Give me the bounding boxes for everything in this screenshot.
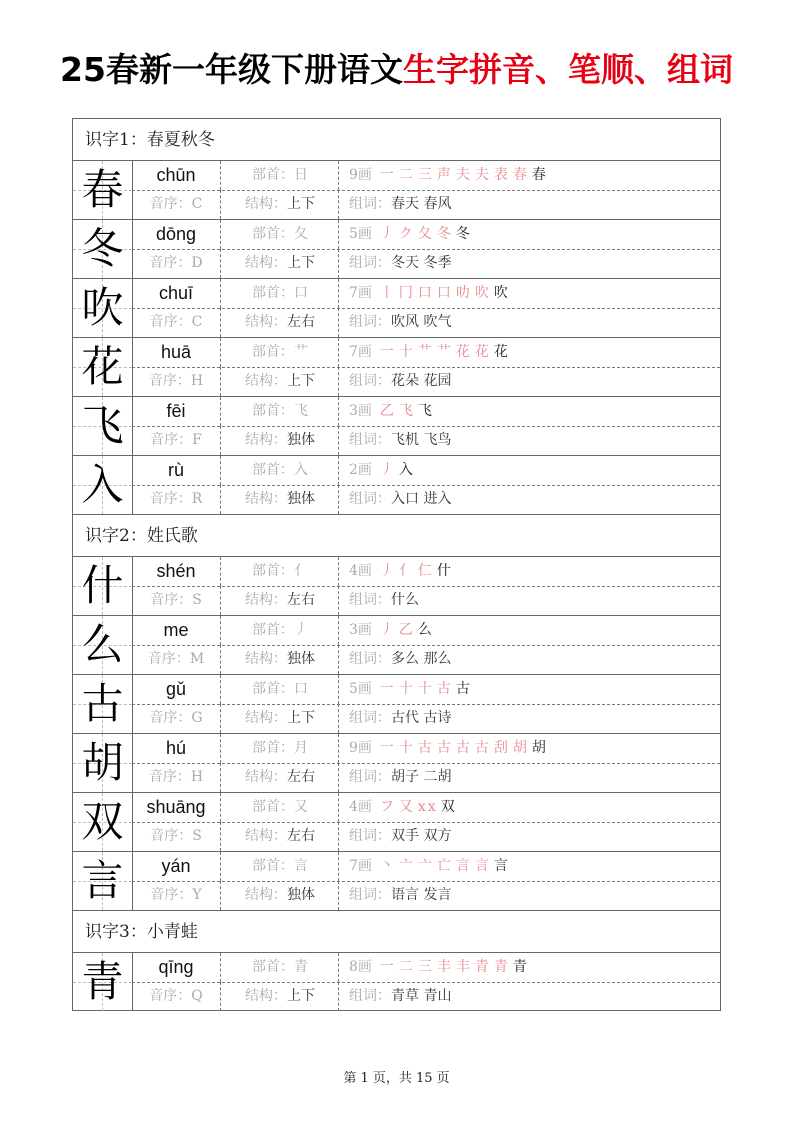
stroke-step: 冂: [398, 285, 415, 301]
stroke-count: 7画: [349, 285, 372, 301]
stroke-count: 3画: [349, 403, 372, 419]
structure: 结构：上下: [220, 982, 339, 1011]
stroke-step: 丰: [455, 959, 472, 975]
radical: 部首：口: [220, 279, 339, 308]
character: 吹: [81, 283, 124, 332]
stroke-step: 二: [398, 167, 415, 183]
character-row: [72, 851, 721, 910]
stroke-step: 花: [455, 344, 472, 360]
stroke-step: 亻: [398, 563, 415, 579]
structure: 结构：上下: [220, 704, 339, 733]
stroke-step: 丿: [379, 563, 396, 579]
pinyin: huā: [160, 342, 192, 362]
initial-letter: 音序：H: [148, 373, 204, 389]
word-examples: 组词：古代 古诗: [338, 704, 720, 733]
pinyin: dōng: [155, 224, 197, 244]
character: 春: [81, 165, 124, 214]
stroke-step: 艹: [436, 344, 453, 360]
stroke-step: 口: [417, 285, 434, 301]
stroke-step: 一: [379, 959, 396, 975]
stroke-order: [338, 852, 720, 881]
stroke-step: 丶: [379, 858, 396, 874]
stroke-step: 口: [436, 285, 453, 301]
stroke-order: [338, 338, 720, 367]
character-row: [72, 455, 721, 514]
initial-letter: 音序：Q: [149, 988, 203, 1004]
stroke-step: 花: [474, 344, 491, 360]
stroke-count: 5画: [349, 226, 372, 242]
stroke-order: [338, 953, 720, 982]
initial-letter: 音序：S: [150, 592, 202, 608]
stroke-step: 乙: [379, 403, 396, 419]
word-examples: 组词：花朵 花园: [338, 367, 720, 396]
initial-letter: 音序：C: [149, 196, 203, 212]
word-examples: 组词：飞机 飞鸟: [338, 426, 720, 455]
radical: 部首：月: [220, 734, 339, 763]
pinyin: shén: [156, 561, 196, 581]
character-row: [72, 396, 721, 455]
stroke-step: 表: [493, 167, 510, 183]
structure: 结构：独体: [220, 426, 339, 455]
character: 入: [81, 460, 124, 509]
pinyin: hú: [165, 738, 187, 758]
word-examples: 组词：语言 发言: [338, 881, 720, 910]
stroke-step: 冬: [455, 226, 472, 242]
character-row: [72, 674, 721, 733]
pinyin: fēi: [166, 401, 186, 421]
character: 花: [81, 342, 124, 391]
stroke-step: 叻: [455, 285, 472, 301]
word-examples: 组词：入口 进入: [338, 485, 720, 514]
title-red: 生字拼音、笔顺、组词: [402, 50, 733, 89]
word-examples: 组词：什么: [338, 586, 720, 615]
character-row: [72, 733, 721, 792]
structure: 结构：独体: [220, 645, 339, 674]
stroke-step: 三: [417, 167, 434, 183]
stroke-step: 一: [379, 167, 396, 183]
pinyin: rù: [167, 460, 184, 480]
stroke-step: 飞: [398, 403, 415, 419]
radical: 部首：青: [220, 953, 339, 982]
character-cell: [73, 279, 133, 337]
stroke-step: 么: [417, 622, 434, 638]
character-row: [72, 615, 721, 674]
stroke-count: 4画: [349, 799, 372, 815]
stroke-step: 三: [417, 959, 434, 975]
character-cell: [73, 793, 133, 851]
character-cell: [73, 675, 133, 733]
stroke-count: 5画: [349, 681, 372, 697]
pinyin: chuī: [158, 283, 194, 303]
character-cell: [73, 220, 133, 278]
character: 胡: [81, 738, 124, 787]
character-cell: [73, 161, 133, 219]
structure: 结构：左右: [220, 763, 339, 792]
stroke-count: 2画: [349, 462, 372, 478]
character: 古: [81, 679, 124, 728]
pinyin: me: [163, 620, 189, 640]
stroke-step: 亡: [436, 858, 453, 874]
stroke-order: [338, 793, 720, 822]
character-sheet: [72, 118, 721, 1011]
pinyin: shuāng: [146, 797, 206, 817]
structure: 结构：左右: [220, 822, 339, 851]
stroke-step: 青: [493, 959, 510, 975]
page-footer: 第 1 页，共 15 页: [343, 1071, 450, 1086]
stroke-count: 4画: [349, 563, 372, 579]
stroke-step: 十: [398, 740, 415, 756]
character: 飞: [81, 401, 124, 450]
stroke-order: [338, 220, 720, 249]
stroke-step: 花: [493, 344, 510, 360]
stroke-step: 青: [512, 959, 529, 975]
character-cell: [73, 338, 133, 396]
stroke-step: 古: [436, 681, 453, 697]
character: 双: [81, 797, 124, 846]
word-examples: 组词：双手 双方: [338, 822, 720, 851]
character: 青: [81, 957, 124, 1006]
character: 冬: [81, 224, 124, 273]
stroke-step: フ: [379, 799, 396, 815]
pinyin: yán: [161, 856, 191, 876]
pinyin: chūn: [156, 165, 196, 185]
character-cell: [73, 852, 133, 910]
character-row: [72, 219, 721, 278]
character-row: [72, 952, 721, 1011]
stroke-step: 亠: [417, 858, 434, 874]
word-examples: 组词：胡子 二胡: [338, 763, 720, 792]
stroke-step: 古: [417, 740, 434, 756]
radical: 部首：言: [220, 852, 339, 881]
word-examples: 组词：多么 那么: [338, 645, 720, 674]
character-row: [72, 792, 721, 851]
stroke-step: 丰: [436, 959, 453, 975]
pinyin: qīng: [158, 957, 194, 977]
stroke-step: 又: [398, 799, 415, 815]
stroke-step: 丿: [379, 622, 396, 638]
character-cell: [73, 734, 133, 792]
character-row: [72, 337, 721, 396]
stroke-order: [338, 675, 720, 704]
stroke-order: [338, 616, 720, 645]
stroke-step: 夫: [455, 167, 472, 183]
character-cell: [73, 616, 133, 674]
stroke-order: [338, 279, 720, 308]
stroke-step: 亠: [398, 858, 415, 874]
stroke-step: 古: [474, 740, 491, 756]
stroke-step: 古: [436, 740, 453, 756]
character: 言: [81, 856, 124, 905]
stroke-step: 吹: [474, 285, 491, 301]
stroke-count: 7画: [349, 858, 372, 874]
stroke-step: 言: [493, 858, 510, 874]
stroke-step: 十: [417, 681, 434, 697]
word-examples: 组词：吹风 吹气: [338, 308, 720, 337]
character: 么: [81, 620, 124, 669]
stroke-step: 双: [440, 799, 457, 815]
stroke-step: 春: [531, 167, 548, 183]
stroke-count: 7画: [349, 344, 372, 360]
stroke-count: 9画: [349, 167, 372, 183]
structure: 结构：左右: [220, 586, 339, 615]
initial-letter: 音序：H: [148, 769, 204, 785]
stroke-step: 十: [398, 681, 415, 697]
initial-letter: 音序：R: [149, 491, 203, 507]
radical: 部首：口: [220, 675, 339, 704]
word-examples: 组词：春天 春风: [338, 190, 720, 219]
stroke-step: 仁: [417, 563, 434, 579]
character-cell: [73, 397, 133, 455]
character-cell: [73, 456, 133, 514]
stroke-order: [338, 557, 720, 586]
stroke-step: 什: [436, 563, 453, 579]
structure: 结构：独体: [220, 485, 339, 514]
stroke-step: 艹: [417, 344, 434, 360]
stroke-step: 古: [455, 740, 472, 756]
stroke-count: 3画: [349, 622, 372, 638]
structure: 结构：上下: [220, 367, 339, 396]
structure: 结构：上下: [220, 190, 339, 219]
character-row: [72, 556, 721, 615]
stroke-step: 一: [379, 681, 396, 697]
radical: 部首：又: [220, 793, 339, 822]
stroke-order: [338, 161, 720, 190]
stroke-step: 吹: [493, 285, 510, 301]
stroke-step: 言: [474, 858, 491, 874]
title-black: 25春新一年级下册语文: [60, 50, 403, 89]
initial-letter: 音序：S: [150, 828, 202, 844]
stroke-order: [338, 397, 720, 426]
radical: 部首：入: [220, 456, 339, 485]
stroke-step: 冬: [436, 226, 453, 242]
word-examples: 组词：冬天 冬季: [338, 249, 720, 278]
stroke-step: 青: [474, 959, 491, 975]
initial-letter: 音序：M: [147, 651, 205, 667]
character-row: [72, 160, 721, 219]
initial-letter: 音序：Y: [150, 887, 202, 903]
radical: 部首：亻: [220, 557, 339, 586]
structure: 结构：独体: [220, 881, 339, 910]
radical: 部首：夂: [220, 220, 339, 249]
stroke-step: 乙: [398, 622, 415, 638]
radical: 部首：艹: [220, 338, 339, 367]
stroke-step: 入: [398, 462, 415, 478]
stroke-count: 8画: [349, 959, 372, 975]
word-examples: 组词：青草 青山: [338, 982, 720, 1011]
stroke-step: 丨: [379, 285, 396, 301]
stroke-order: [338, 456, 720, 485]
stroke-step: 十: [398, 344, 415, 360]
structure: 结构：左右: [220, 308, 339, 337]
radical: 部首：日: [220, 161, 339, 190]
section-heading: 识字1：春夏秋冬: [72, 118, 721, 160]
page-title: [0, 44, 793, 91]
initial-letter: 音序：D: [149, 255, 203, 271]
stroke-count: 9画: [349, 740, 372, 756]
stroke-step: 言: [455, 858, 472, 874]
stroke-step: ク: [398, 226, 415, 242]
stroke-step: 一: [379, 344, 396, 360]
stroke-step: 一: [379, 740, 396, 756]
character-row: [72, 278, 721, 337]
section-heading: 识字3：小青蛙: [72, 910, 721, 952]
character-cell: [73, 557, 133, 615]
initial-letter: 音序：C: [149, 314, 203, 330]
initial-letter: 音序：F: [150, 432, 202, 448]
section-heading: 识字2：姓氏歌: [72, 514, 721, 556]
radical: 部首：飞: [220, 397, 339, 426]
stroke-step: 声: [436, 167, 453, 183]
stroke-step: 丿: [379, 226, 396, 242]
structure: 结构：上下: [220, 249, 339, 278]
initial-letter: 音序：G: [149, 710, 203, 726]
pinyin: gǔ: [165, 679, 187, 699]
character: 什: [81, 561, 124, 610]
stroke-step: 胡: [531, 740, 548, 756]
stroke-step: 夫: [474, 167, 491, 183]
stroke-step: 古: [455, 681, 472, 697]
stroke-step: 丿: [379, 462, 396, 478]
radical: 部首：丿: [220, 616, 339, 645]
character-cell: [73, 953, 133, 1011]
stroke-order: [338, 734, 720, 763]
stroke-step: 刮: [493, 740, 510, 756]
stroke-step: xx: [417, 799, 438, 815]
stroke-step: 飞: [417, 403, 434, 419]
stroke-step: 夂: [417, 226, 434, 242]
stroke-step: 胡: [512, 740, 529, 756]
stroke-step: 二: [398, 959, 415, 975]
stroke-step: 春: [512, 167, 529, 183]
